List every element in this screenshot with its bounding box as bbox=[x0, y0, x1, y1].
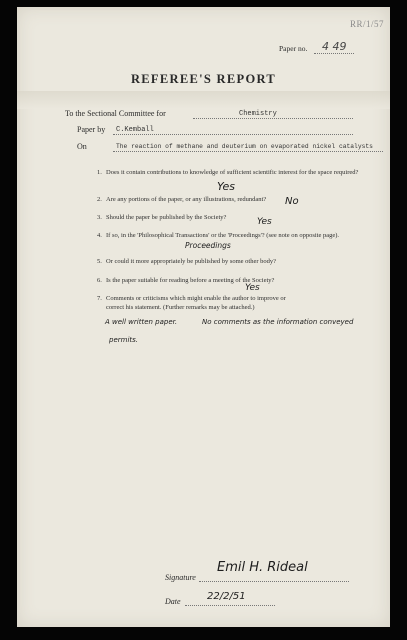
committee-dotline bbox=[193, 118, 353, 119]
answer-2: No bbox=[285, 196, 299, 207]
date-dotline bbox=[185, 605, 275, 606]
question-text: Are any portions of the paper, or any illustrations, redundant? bbox=[106, 196, 267, 203]
answer-4: Proceedings bbox=[185, 241, 231, 250]
signature-label: Signature bbox=[165, 573, 196, 582]
question-5 bbox=[97, 258, 366, 267]
question-text: If so, in the 'Philosophical Transactions' or the 'Proceedings'? (see note on opposite page). bbox=[106, 232, 340, 239]
paper-fold bbox=[17, 91, 390, 109]
question-1 bbox=[97, 169, 366, 178]
answer-6: Yes bbox=[245, 283, 260, 293]
question-number: 1. bbox=[97, 169, 102, 176]
question-number: 4. bbox=[97, 232, 102, 239]
question-text: Comments or criticisms which might enable the author to improve or correct his statement. (Further remarks may be attached.) bbox=[106, 295, 286, 311]
on-value: The reaction of methane and deuterium on evaporated nickel catalysts bbox=[116, 143, 373, 150]
paper-no-dotline bbox=[314, 53, 354, 54]
question-4 bbox=[97, 232, 366, 241]
paper-no-label: Paper no. bbox=[279, 44, 308, 53]
paper-by-value: C.Kemball bbox=[116, 126, 154, 134]
date-label: Date bbox=[165, 597, 181, 606]
reference-number: RR/1/57 bbox=[349, 19, 384, 29]
paper-by-dotline bbox=[113, 134, 353, 135]
report-sheet bbox=[17, 7, 390, 627]
page-title: REFEREE'S REPORT bbox=[130, 72, 277, 86]
question-number: 5. bbox=[97, 258, 102, 265]
signature-dotline bbox=[199, 581, 349, 582]
question-2 bbox=[97, 196, 366, 205]
question-number: 7. bbox=[97, 295, 102, 302]
question-number: 2. bbox=[97, 196, 102, 203]
question-text: Should the paper be published by the Society? bbox=[106, 214, 227, 221]
comment-line-2: permits. bbox=[109, 336, 139, 344]
question-6 bbox=[97, 277, 366, 286]
date-value: 22/2/51 bbox=[207, 591, 246, 602]
signature-value: Emil H. Rideal bbox=[217, 560, 308, 575]
answer-1: Yes bbox=[217, 180, 236, 193]
answer-3: Yes bbox=[257, 217, 272, 227]
on-label: On bbox=[77, 142, 87, 151]
comment-line-1: A well written paper. bbox=[105, 318, 178, 326]
paper-by-label: Paper by bbox=[77, 125, 106, 134]
on-dotline bbox=[113, 151, 383, 152]
question-3 bbox=[97, 214, 366, 223]
comment-line-1b: No comments as the information conveyed bbox=[202, 318, 354, 326]
question-7 bbox=[97, 295, 296, 312]
question-text: Or could it more appropriately be published by some other body? bbox=[106, 258, 277, 265]
committee-value: Chemistry bbox=[239, 110, 277, 118]
question-text: Is the paper suitable for reading before a meeting of the Society? bbox=[106, 277, 275, 284]
question-number: 3. bbox=[97, 214, 102, 221]
question-number: 6. bbox=[97, 277, 102, 284]
paper-no-value: 4 49 bbox=[322, 40, 347, 53]
committee-label: To the Sectional Committee for bbox=[65, 109, 166, 118]
question-text: Does it contain contributions to knowledge of sufficient scientific interest for the space required? bbox=[106, 169, 359, 176]
